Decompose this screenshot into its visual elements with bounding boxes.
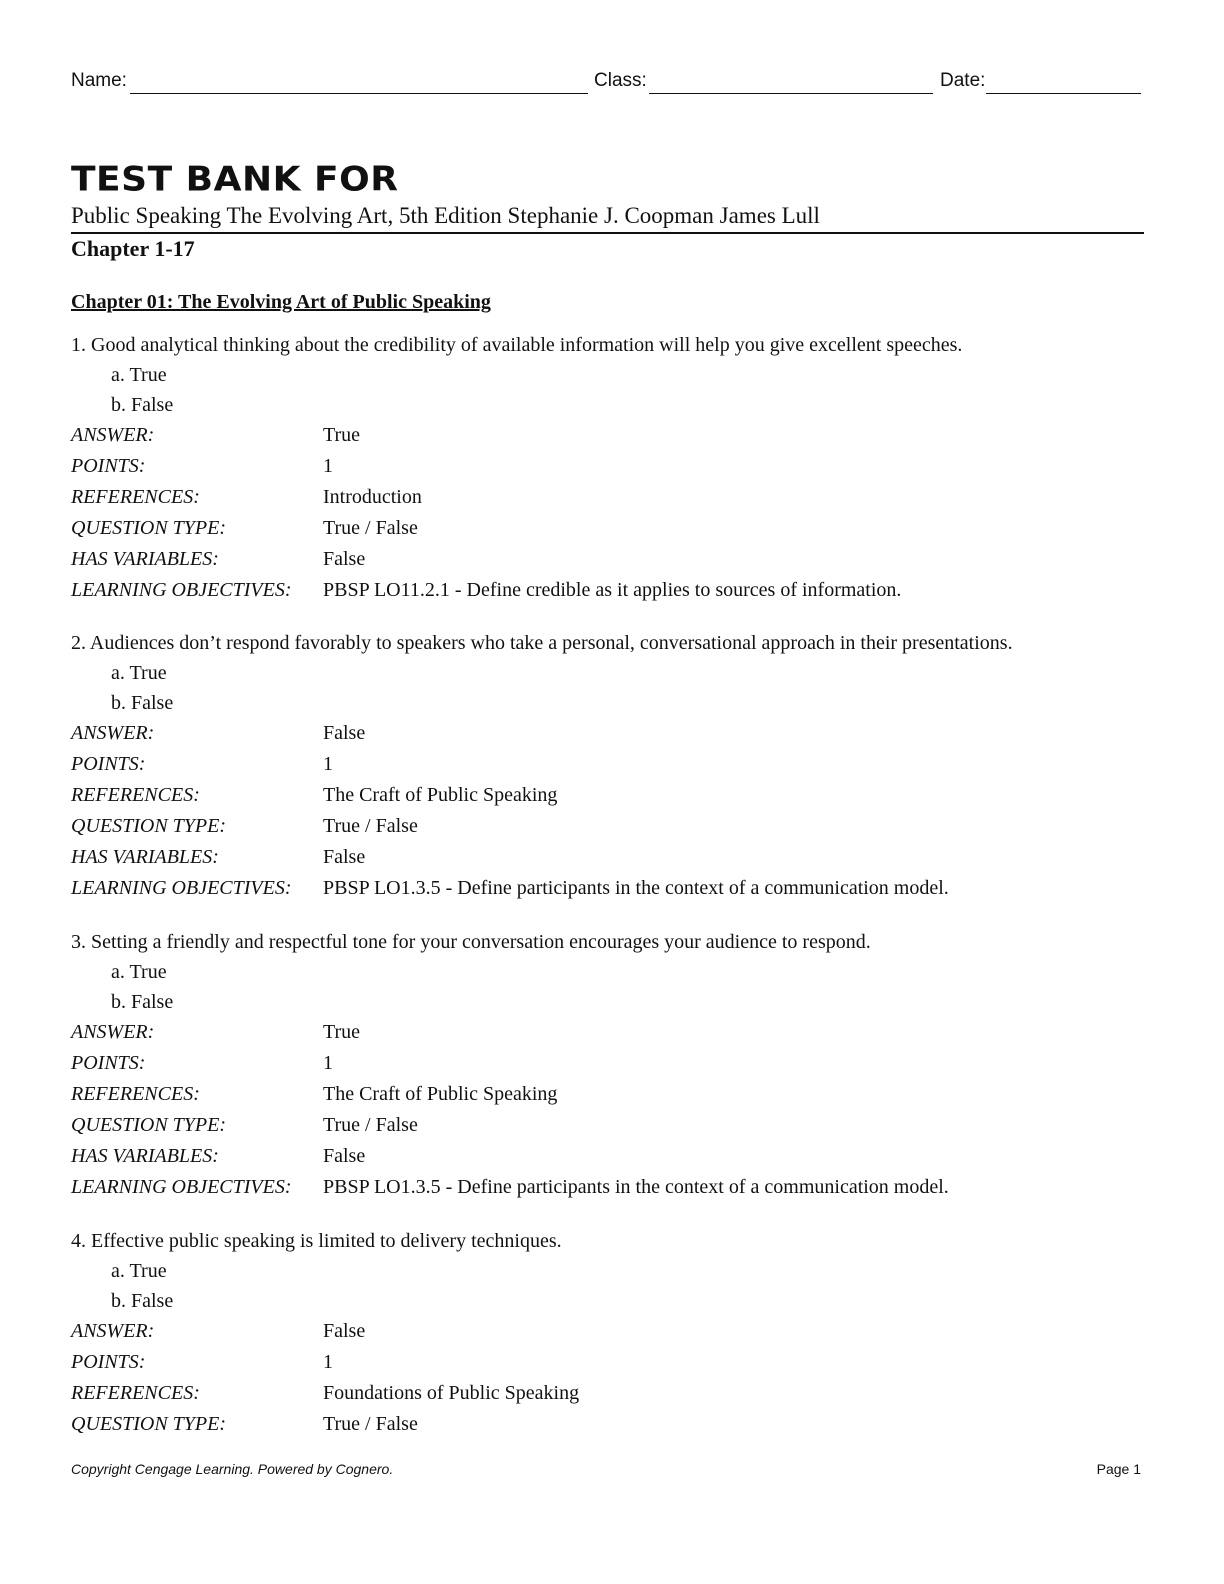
option-a: a. True	[111, 364, 167, 386]
book-subtitle: Public Speaking The Evolving Art, 5th Edition Stephanie J. Coopman James Lull	[71, 203, 820, 228]
question-2	[71, 629, 1171, 904]
title-divider	[71, 232, 1144, 234]
answer-value: False	[323, 1320, 366, 1342]
answer-value: True	[323, 1021, 361, 1043]
references-value: The Craft of Public Speaking	[323, 1083, 558, 1105]
references-label: REFERENCES:	[71, 486, 200, 508]
references-value: Introduction	[323, 486, 422, 508]
points-row	[71, 749, 1171, 780]
question-type-value: True / False	[323, 815, 418, 837]
question-stem: 3. Setting a friendly and respectful tone for your conversation encourages your audience to respond.	[71, 931, 871, 953]
answer-row	[71, 420, 1171, 451]
references-row	[71, 1079, 1171, 1110]
date-blank	[986, 70, 1141, 94]
question-3	[71, 928, 1171, 1203]
question-type-value: True / False	[323, 517, 418, 539]
has-variables-value: False	[323, 1145, 366, 1167]
has-variables-value: False	[323, 846, 366, 868]
name-blank	[130, 70, 588, 94]
references-value: The Craft of Public Speaking	[323, 784, 558, 806]
class-label: Class:	[594, 70, 647, 91]
answer-label: ANSWER:	[71, 424, 155, 446]
learning-objectives-label: LEARNING OBJECTIVES:	[71, 579, 292, 601]
question-type-label: QUESTION TYPE:	[71, 1413, 227, 1435]
has-variables-row	[71, 842, 1171, 873]
references-row	[71, 482, 1171, 513]
question-type-row	[71, 1409, 1171, 1440]
points-value: 1	[323, 455, 333, 477]
option-a: a. True	[111, 961, 167, 983]
has-variables-label: HAS VARIABLES:	[71, 846, 219, 868]
has-variables-row	[71, 544, 1171, 575]
question-stem: 4. Effective public speaking is limited to delivery techniques.	[71, 1230, 562, 1252]
copyright-footer: Copyright Cengage Learning. Powered by Cognero.	[71, 1461, 394, 1477]
points-label: POINTS:	[71, 455, 146, 477]
question-type-value: True / False	[323, 1413, 418, 1435]
question-type-label: QUESTION TYPE:	[71, 517, 227, 539]
learning-objectives-label: LEARNING OBJECTIVES:	[71, 877, 292, 899]
question-4	[71, 1227, 1171, 1440]
learning-objectives-label: LEARNING OBJECTIVES:	[71, 1176, 292, 1198]
points-row	[71, 1347, 1171, 1378]
has-variables-label: HAS VARIABLES:	[71, 548, 219, 570]
question-type-value: True / False	[323, 1114, 418, 1136]
option-b: b. False	[111, 1290, 174, 1312]
option-a: a. True	[111, 662, 167, 684]
learning-objectives-row	[71, 873, 1171, 904]
question-type-row	[71, 513, 1171, 544]
has-variables-label: HAS VARIABLES:	[71, 1145, 219, 1167]
references-label: REFERENCES:	[71, 1382, 200, 1404]
learning-objectives-value: PBSP LO1.3.5 - Define participants in the context of a communication model.	[323, 877, 949, 899]
learning-objectives-row	[71, 575, 1171, 606]
learning-objectives-row	[71, 1172, 1171, 1203]
points-value: 1	[323, 1052, 333, 1074]
references-row	[71, 780, 1171, 811]
points-label: POINTS:	[71, 1351, 146, 1373]
question-stem: 2. Audiences don’t respond favorably to speakers who take a personal, conversational approach in their presentations.	[71, 632, 1013, 654]
option-a: a. True	[111, 1260, 167, 1282]
question-type-row	[71, 1110, 1171, 1141]
references-label: REFERENCES:	[71, 784, 200, 806]
answer-value: True	[323, 424, 361, 446]
references-label: REFERENCES:	[71, 1083, 200, 1105]
question-stem: 1. Good analytical thinking about the credibility of available information will help you give excellent speeches.	[71, 334, 963, 356]
learning-objectives-value: PBSP LO1.3.5 - Define participants in the context of a communication model.	[323, 1176, 949, 1198]
answer-row	[71, 1017, 1171, 1048]
answer-label: ANSWER:	[71, 1320, 155, 1342]
question-type-label: QUESTION TYPE:	[71, 1114, 227, 1136]
has-variables-row	[71, 1141, 1171, 1172]
question-type-label: QUESTION TYPE:	[71, 815, 227, 837]
option-b: b. False	[111, 991, 174, 1013]
question-type-row	[71, 811, 1171, 842]
document-title: TEST BANK FOR	[71, 160, 399, 199]
option-b: b. False	[111, 692, 174, 714]
date-label: Date:	[940, 70, 986, 91]
points-row	[71, 1048, 1171, 1079]
answer-value: False	[323, 722, 366, 744]
page-number: Page 1	[1096, 1461, 1141, 1477]
points-row	[71, 451, 1171, 482]
references-row	[71, 1378, 1171, 1409]
chapter-range: Chapter 1-17	[71, 236, 195, 261]
option-b: b. False	[111, 394, 174, 416]
points-label: POINTS:	[71, 753, 146, 775]
points-value: 1	[323, 1351, 333, 1373]
answer-label: ANSWER:	[71, 722, 155, 744]
chapter-heading: Chapter 01: The Evolving Art of Public Speaking	[71, 291, 491, 313]
name-label: Name:	[71, 70, 127, 91]
learning-objectives-value: PBSP LO11.2.1 - Define credible as it applies to sources of information.	[323, 579, 902, 601]
has-variables-value: False	[323, 548, 366, 570]
answer-row	[71, 1316, 1171, 1347]
student-info-line	[71, 70, 1142, 96]
answer-row	[71, 718, 1171, 749]
points-value: 1	[323, 753, 333, 775]
points-label: POINTS:	[71, 1052, 146, 1074]
question-1	[71, 331, 1171, 606]
answer-label: ANSWER:	[71, 1021, 155, 1043]
class-blank	[649, 70, 933, 94]
references-value: Foundations of Public Speaking	[323, 1382, 580, 1404]
